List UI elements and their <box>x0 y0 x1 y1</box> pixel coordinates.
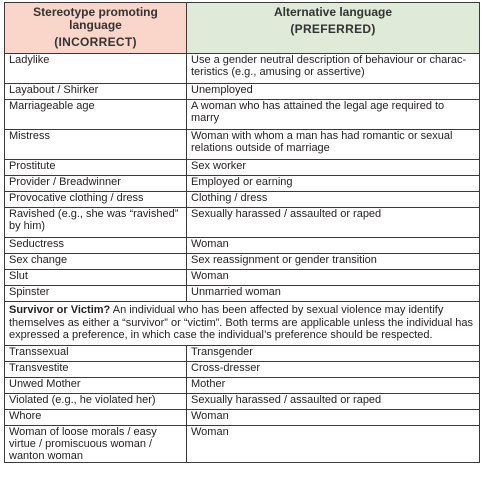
alternative-cell: A woman who has attained the legal age required to marry <box>187 100 480 130</box>
language-table <box>4 2 480 463</box>
table-row <box>5 160 480 176</box>
stereotype-cell: Spinster <box>5 286 187 302</box>
alternative-cell: Sex reassignment or gender transition <box>187 254 480 270</box>
table-row <box>5 377 480 393</box>
alternative-cell: Woman <box>187 409 480 425</box>
alternative-cell: Transgender <box>187 345 480 361</box>
note-cell <box>5 302 480 346</box>
table-row <box>5 361 480 377</box>
stereotype-cell: Provocative clothing / dress <box>5 192 187 208</box>
alternative-cell: Clothing / dress <box>187 192 480 208</box>
table-row <box>5 238 480 254</box>
alternative-cell: Use a gender neutral description of behaviour or charac-teristics (e.g., amusing or assertive) <box>187 54 480 84</box>
table-row <box>5 130 480 160</box>
table-row <box>5 393 480 409</box>
stereotype-cell: Seductress <box>5 238 187 254</box>
table-row <box>5 286 480 302</box>
stereotype-cell: Sex change <box>5 254 187 270</box>
alternative-cell: Sexually harassed / assaulted or raped <box>187 208 480 238</box>
alternative-cell: Woman with whom a man has had romantic or sexual relations outside of marriage <box>187 130 480 160</box>
stereotype-cell: Woman of loose morals / easy virtue / promiscuous woman / wanton woman <box>5 425 187 462</box>
header-stereotype <box>5 3 187 54</box>
stereotype-cell: Ravished (e.g., she was “ravished” by him) <box>5 208 187 238</box>
stereotype-cell: Ladylike <box>5 54 187 84</box>
table-row <box>5 425 480 462</box>
stereotype-cell: Unwed Mother <box>5 377 187 393</box>
table-row <box>5 54 480 84</box>
table-row <box>5 176 480 192</box>
alternative-cell: Cross-dresser <box>187 361 480 377</box>
stereotype-cell: Slut <box>5 270 187 286</box>
note-row <box>5 302 480 346</box>
header-stereotype-title: Stereotype promoting language <box>33 5 158 32</box>
stereotype-cell: Marriageable age <box>5 100 187 130</box>
alternative-cell: Employed or earning <box>187 176 480 192</box>
alternative-cell: Unemployed <box>187 84 480 100</box>
header-alternative <box>187 3 480 54</box>
note-term: Survivor or Victim? <box>9 304 111 316</box>
table-row <box>5 192 480 208</box>
stereotype-cell: Prostitute <box>5 160 187 176</box>
table-row <box>5 100 480 130</box>
alternative-cell: Sexually harassed / assaulted or raped <box>187 393 480 409</box>
stereotype-cell: Violated (e.g., he violated her) <box>5 393 187 409</box>
header-alternative-title: Alternative language <box>273 5 393 19</box>
stereotype-cell: Transsexual <box>5 345 187 361</box>
header-row <box>5 3 480 54</box>
alternative-cell: Woman <box>187 238 480 254</box>
alternative-cell: Mother <box>187 377 480 393</box>
table-row <box>5 409 480 425</box>
table-row <box>5 84 480 100</box>
stereotype-cell: Mistress <box>5 130 187 160</box>
alternative-cell: Woman <box>187 270 480 286</box>
table-row <box>5 270 480 286</box>
note-text: An individual who has been affected by sexual violence may identify themselves as either a “survivor” or “victim”. Both terms are applicable unless the individual has expressed a preference, in which case the individual’s preference should be respected. <box>9 304 474 341</box>
alternative-cell: Sex worker <box>187 160 480 176</box>
header-alternative-sub: (PREFERRED) <box>290 22 376 36</box>
table-row <box>5 254 480 270</box>
stereotype-cell: Provider / Breadwinner <box>5 176 187 192</box>
table-row <box>5 345 480 361</box>
stereotype-cell: Transvestite <box>5 361 187 377</box>
header-stereotype-sub: (INCORRECT) <box>54 35 137 49</box>
alternative-cell: Unmarried woman <box>187 286 480 302</box>
table-row <box>5 208 480 238</box>
stereotype-cell: Layabout / Shirker <box>5 84 187 100</box>
stereotype-cell: Whore <box>5 409 187 425</box>
alternative-cell: Woman <box>187 425 480 462</box>
